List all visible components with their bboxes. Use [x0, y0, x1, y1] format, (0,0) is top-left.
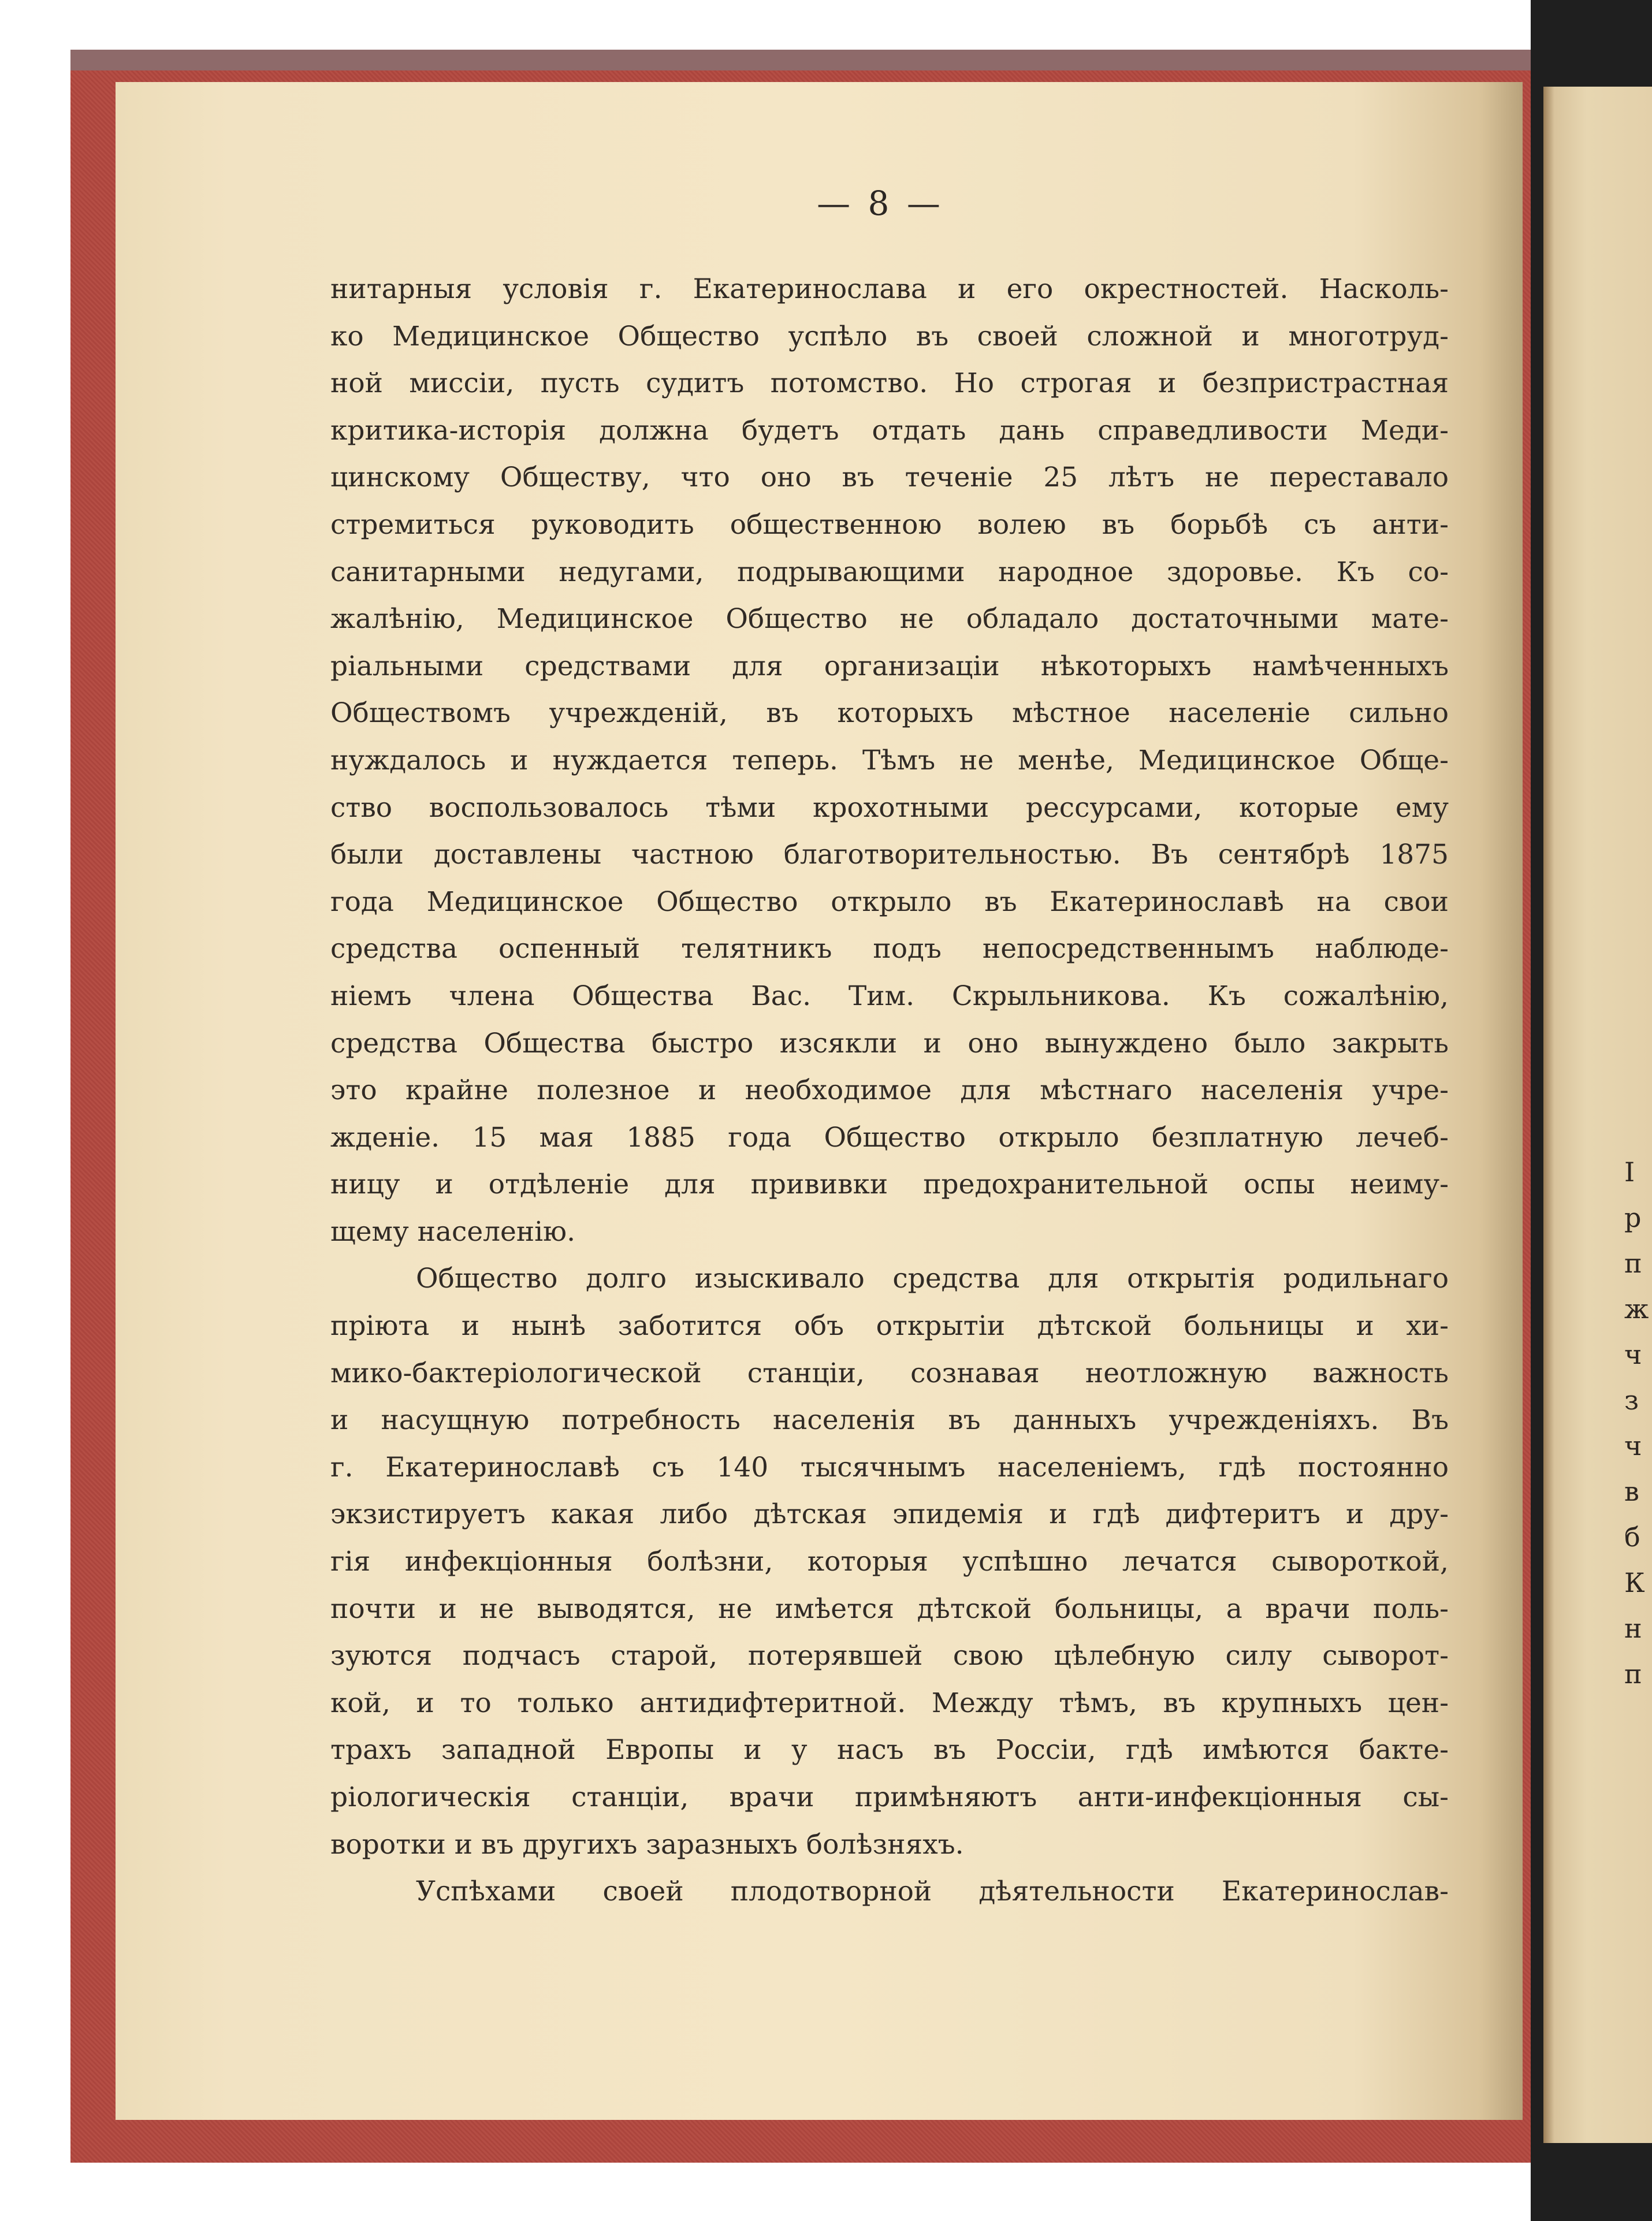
text-line: ко Медицинское Общество успѣло въ своей сложной и многотруд-	[330, 320, 1449, 352]
facing-page-fragment: ж	[1624, 1293, 1649, 1325]
facing-page-fragment: б	[1624, 1521, 1640, 1553]
text-line: мико-бактеріологической станціи, сознавая неотложную важность	[330, 1357, 1449, 1389]
text-line: нитарныя условія г. Екатеринослава и его окрестностей. Насколь-	[330, 273, 1449, 305]
text-line: Обществомъ учрежденій, въ которыхъ мѣстное населеніе сильно	[330, 697, 1449, 730]
text-line: средства Общества быстро изсякли и оно вынуждено было закрыть	[330, 1027, 1449, 1059]
facing-page-fragment: н	[1624, 1613, 1642, 1644]
text-line: щему населенію.	[330, 1215, 576, 1248]
facing-page-edge	[1543, 87, 1652, 2143]
text-line: ріологическія станціи, врачи примѣняютъ анти-инфекціонныя сы-	[330, 1781, 1449, 1813]
text-line: почти и не выводятся, не имѣется дѣтской больницы, а врачи поль-	[330, 1593, 1449, 1625]
text-line: гія инфекціонныя болѣзни, которыя успѣшно лечатся сывороткой,	[330, 1546, 1449, 1578]
text-line: санитарными недугами, подрывающими народное здоровье. Къ со-	[330, 556, 1449, 588]
text-line: это крайне полезное и необходимое для мѣстнаго населенія учре-	[330, 1074, 1449, 1107]
text-line: Успѣхами своей плодотворной дѣятельности Екатеринослав-	[416, 1876, 1449, 1908]
facing-page-fragment: ч	[1624, 1430, 1642, 1461]
page-number: — 8 —	[817, 184, 944, 223]
text-line: экзистируетъ какая либо дѣтская эпидемія и гдѣ дифтеритъ и дру-	[330, 1498, 1449, 1531]
facing-page-text-fragments	[1624, 1149, 1652, 1697]
text-line: и насущную потребность населенія въ данныхъ учрежденіяхъ. Въ	[330, 1404, 1449, 1437]
text-line: жденіе. 15 мая 1885 года Общество открыло безплатную лечеб-	[330, 1121, 1449, 1154]
text-line: ніемъ члена Общества Вас. Тим. Скрыльникова. Къ сожалѣнію,	[330, 980, 1449, 1012]
text-line: ницу и отдѣленіе для прививки предохранительной оспы неиму-	[330, 1169, 1449, 1201]
text-line: пріюта и нынѣ заботится объ открытіи дѣтской больницы и хи-	[330, 1310, 1449, 1342]
text-line: кой, и то только антидифтеритной. Между тѣмъ, въ крупныхъ цен-	[330, 1687, 1449, 1719]
text-line: ной миссіи, пусть судитъ потомство. Но строгая и безпристрастная	[330, 367, 1449, 400]
text-line: нуждалось и нуждается теперь. Тѣмъ не менѣе, Медицинское Обще-	[330, 744, 1449, 776]
text-line: критика-исторія должна будетъ отдать дань справедливости Меди-	[330, 414, 1449, 447]
text-line: жалѣнію, Медицинское Общество не обладало достаточными мате-	[330, 603, 1449, 635]
facing-page-fragment: I	[1624, 1156, 1635, 1188]
text-line: зуются подчасъ старой, потерявшей свою цѣлебную силу сыворот-	[330, 1640, 1449, 1672]
text-line: были доставлены частною благотворительностью. Въ сентябрѣ 1875	[330, 839, 1449, 871]
facing-page-fragment: з	[1624, 1385, 1639, 1416]
page-body-text	[330, 266, 1449, 1915]
cover-top-edge	[70, 50, 1532, 70]
text-line: ріальными средствами для организаціи нѣкоторыхъ намѣченныхъ	[330, 650, 1449, 682]
text-line: средства оспенный телятникъ подъ непосредственнымъ наблюде-	[330, 933, 1449, 965]
text-line: года Медицинское Общество открыло въ Екатеринославѣ на свои	[330, 886, 1449, 918]
facing-page-fragment: р	[1624, 1202, 1642, 1233]
facing-page-fragment: ч	[1624, 1339, 1642, 1370]
facing-page-fragment: п	[1624, 1658, 1642, 1690]
facing-page-fragment: в	[1624, 1476, 1639, 1507]
text-line: воротки и въ другихъ заразныхъ болѣзняхъ.	[330, 1828, 964, 1861]
text-line: Общество долго изыскивало средства для открытія родильнаго	[416, 1263, 1449, 1295]
text-line: ство воспользовалось тѣми крохотными рессурсами, которые ему	[330, 791, 1449, 824]
text-line: стремиться руководить общественною волею въ борьбѣ съ анти-	[330, 508, 1449, 541]
facing-page-fragment: п	[1624, 1248, 1642, 1279]
text-line: трахъ западной Европы и у насъ въ Россіи, гдѣ имѣются бакте-	[330, 1734, 1449, 1766]
text-line: г. Екатеринославѣ съ 140 тысячнымъ населеніемъ, гдѣ постоянно	[330, 1451, 1449, 1483]
text-line: цинскому Обществу, что оно въ теченіе 25 лѣтъ не переставало	[330, 462, 1449, 494]
facing-page-fragment: К	[1624, 1567, 1645, 1598]
